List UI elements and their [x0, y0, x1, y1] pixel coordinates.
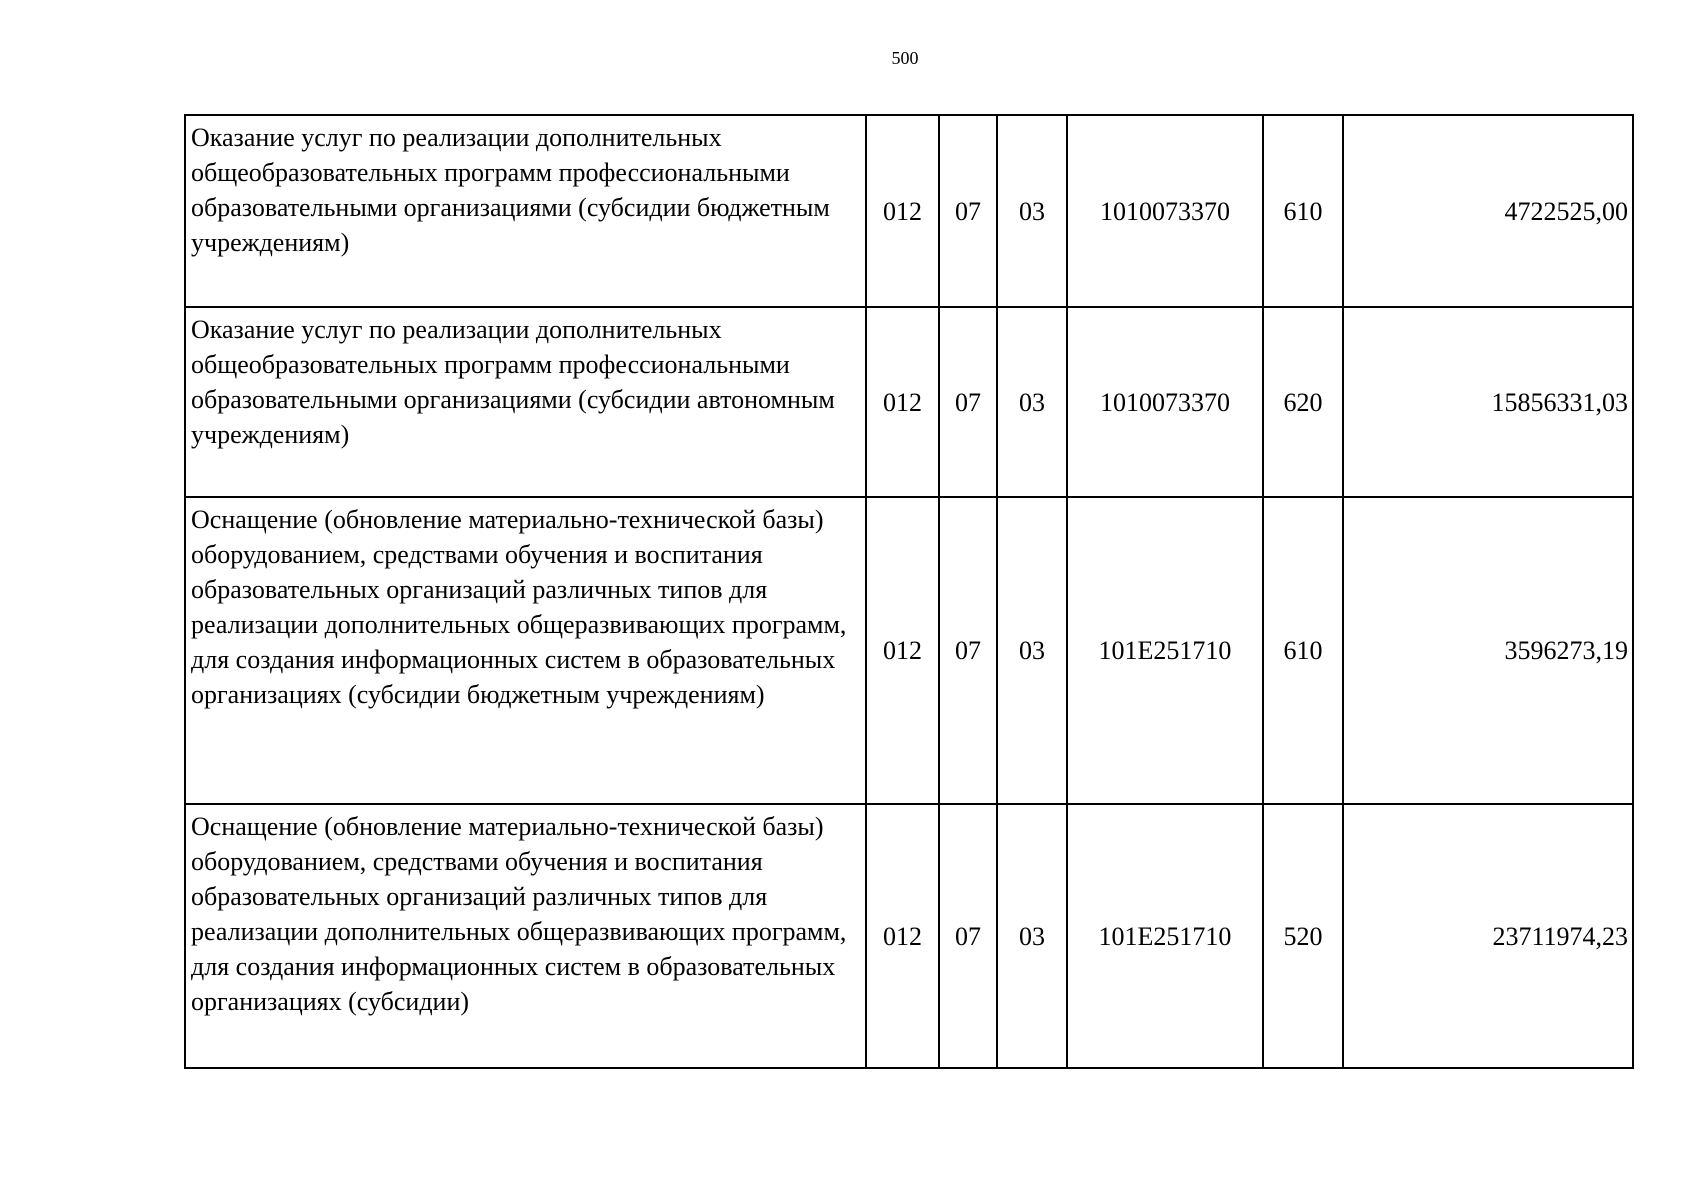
row-amount: 4722525,00 — [1343, 115, 1633, 307]
row-expense-type: 520 — [1263, 804, 1343, 1068]
row-amount: 23711974,23 — [1343, 804, 1633, 1068]
row-expense-type: 610 — [1263, 115, 1343, 307]
row-section-code: 07 — [939, 307, 997, 497]
row-amount: 15856331,03 — [1343, 307, 1633, 497]
table-row — [185, 307, 1633, 497]
row-grbs-code: 012 — [866, 115, 939, 307]
row-target-article: 1010073370 — [1067, 307, 1263, 497]
row-target-article: 101E251710 — [1067, 804, 1263, 1068]
table-row — [185, 497, 1633, 804]
row-description: Оказание услуг по реализации дополнительных общеобразовательных программ профессиональными образовательными организациями (субсидии автономным учреждениям) — [185, 307, 866, 497]
row-description: Оснащение (обновление материально-технической базы) оборудованием, средствами обучения и воспитания образовательных организаций различных типов для реализации дополнительных общеразвивающих программ, для создания информационных систем в образовательных организациях (субсидии бюджетным учреждениям) — [185, 497, 866, 804]
budget-table — [184, 114, 1634, 1069]
table-row — [185, 115, 1633, 307]
row-subsection-code: 03 — [997, 307, 1067, 497]
row-target-article: 101E251710 — [1067, 497, 1263, 804]
row-section-code: 07 — [939, 804, 997, 1068]
row-expense-type: 610 — [1263, 497, 1343, 804]
page-number: 500 — [891, 48, 919, 68]
row-subsection-code: 03 — [997, 804, 1067, 1068]
row-subsection-code: 03 — [997, 115, 1067, 307]
row-description: Оснащение (обновление материально-технической базы) оборудованием, средствами обучения и воспитания образовательных организаций различных типов для реализации дополнительных общеразвивающих программ, для создания информационных систем в образовательных организациях (субсидии) — [185, 804, 866, 1068]
row-grbs-code: 012 — [866, 497, 939, 804]
row-subsection-code: 03 — [997, 497, 1067, 804]
row-target-article: 1010073370 — [1067, 115, 1263, 307]
row-amount: 3596273,19 — [1343, 497, 1633, 804]
row-section-code: 07 — [939, 497, 997, 804]
row-expense-type: 620 — [1263, 307, 1343, 497]
row-grbs-code: 012 — [866, 804, 939, 1068]
row-grbs-code: 012 — [866, 307, 939, 497]
row-description: Оказание услуг по реализации дополнительных общеобразовательных программ профессиональными образовательными организациями (субсидии бюджетным учреждениям) — [185, 115, 866, 307]
table-row — [185, 804, 1633, 1068]
row-section-code: 07 — [939, 115, 997, 307]
